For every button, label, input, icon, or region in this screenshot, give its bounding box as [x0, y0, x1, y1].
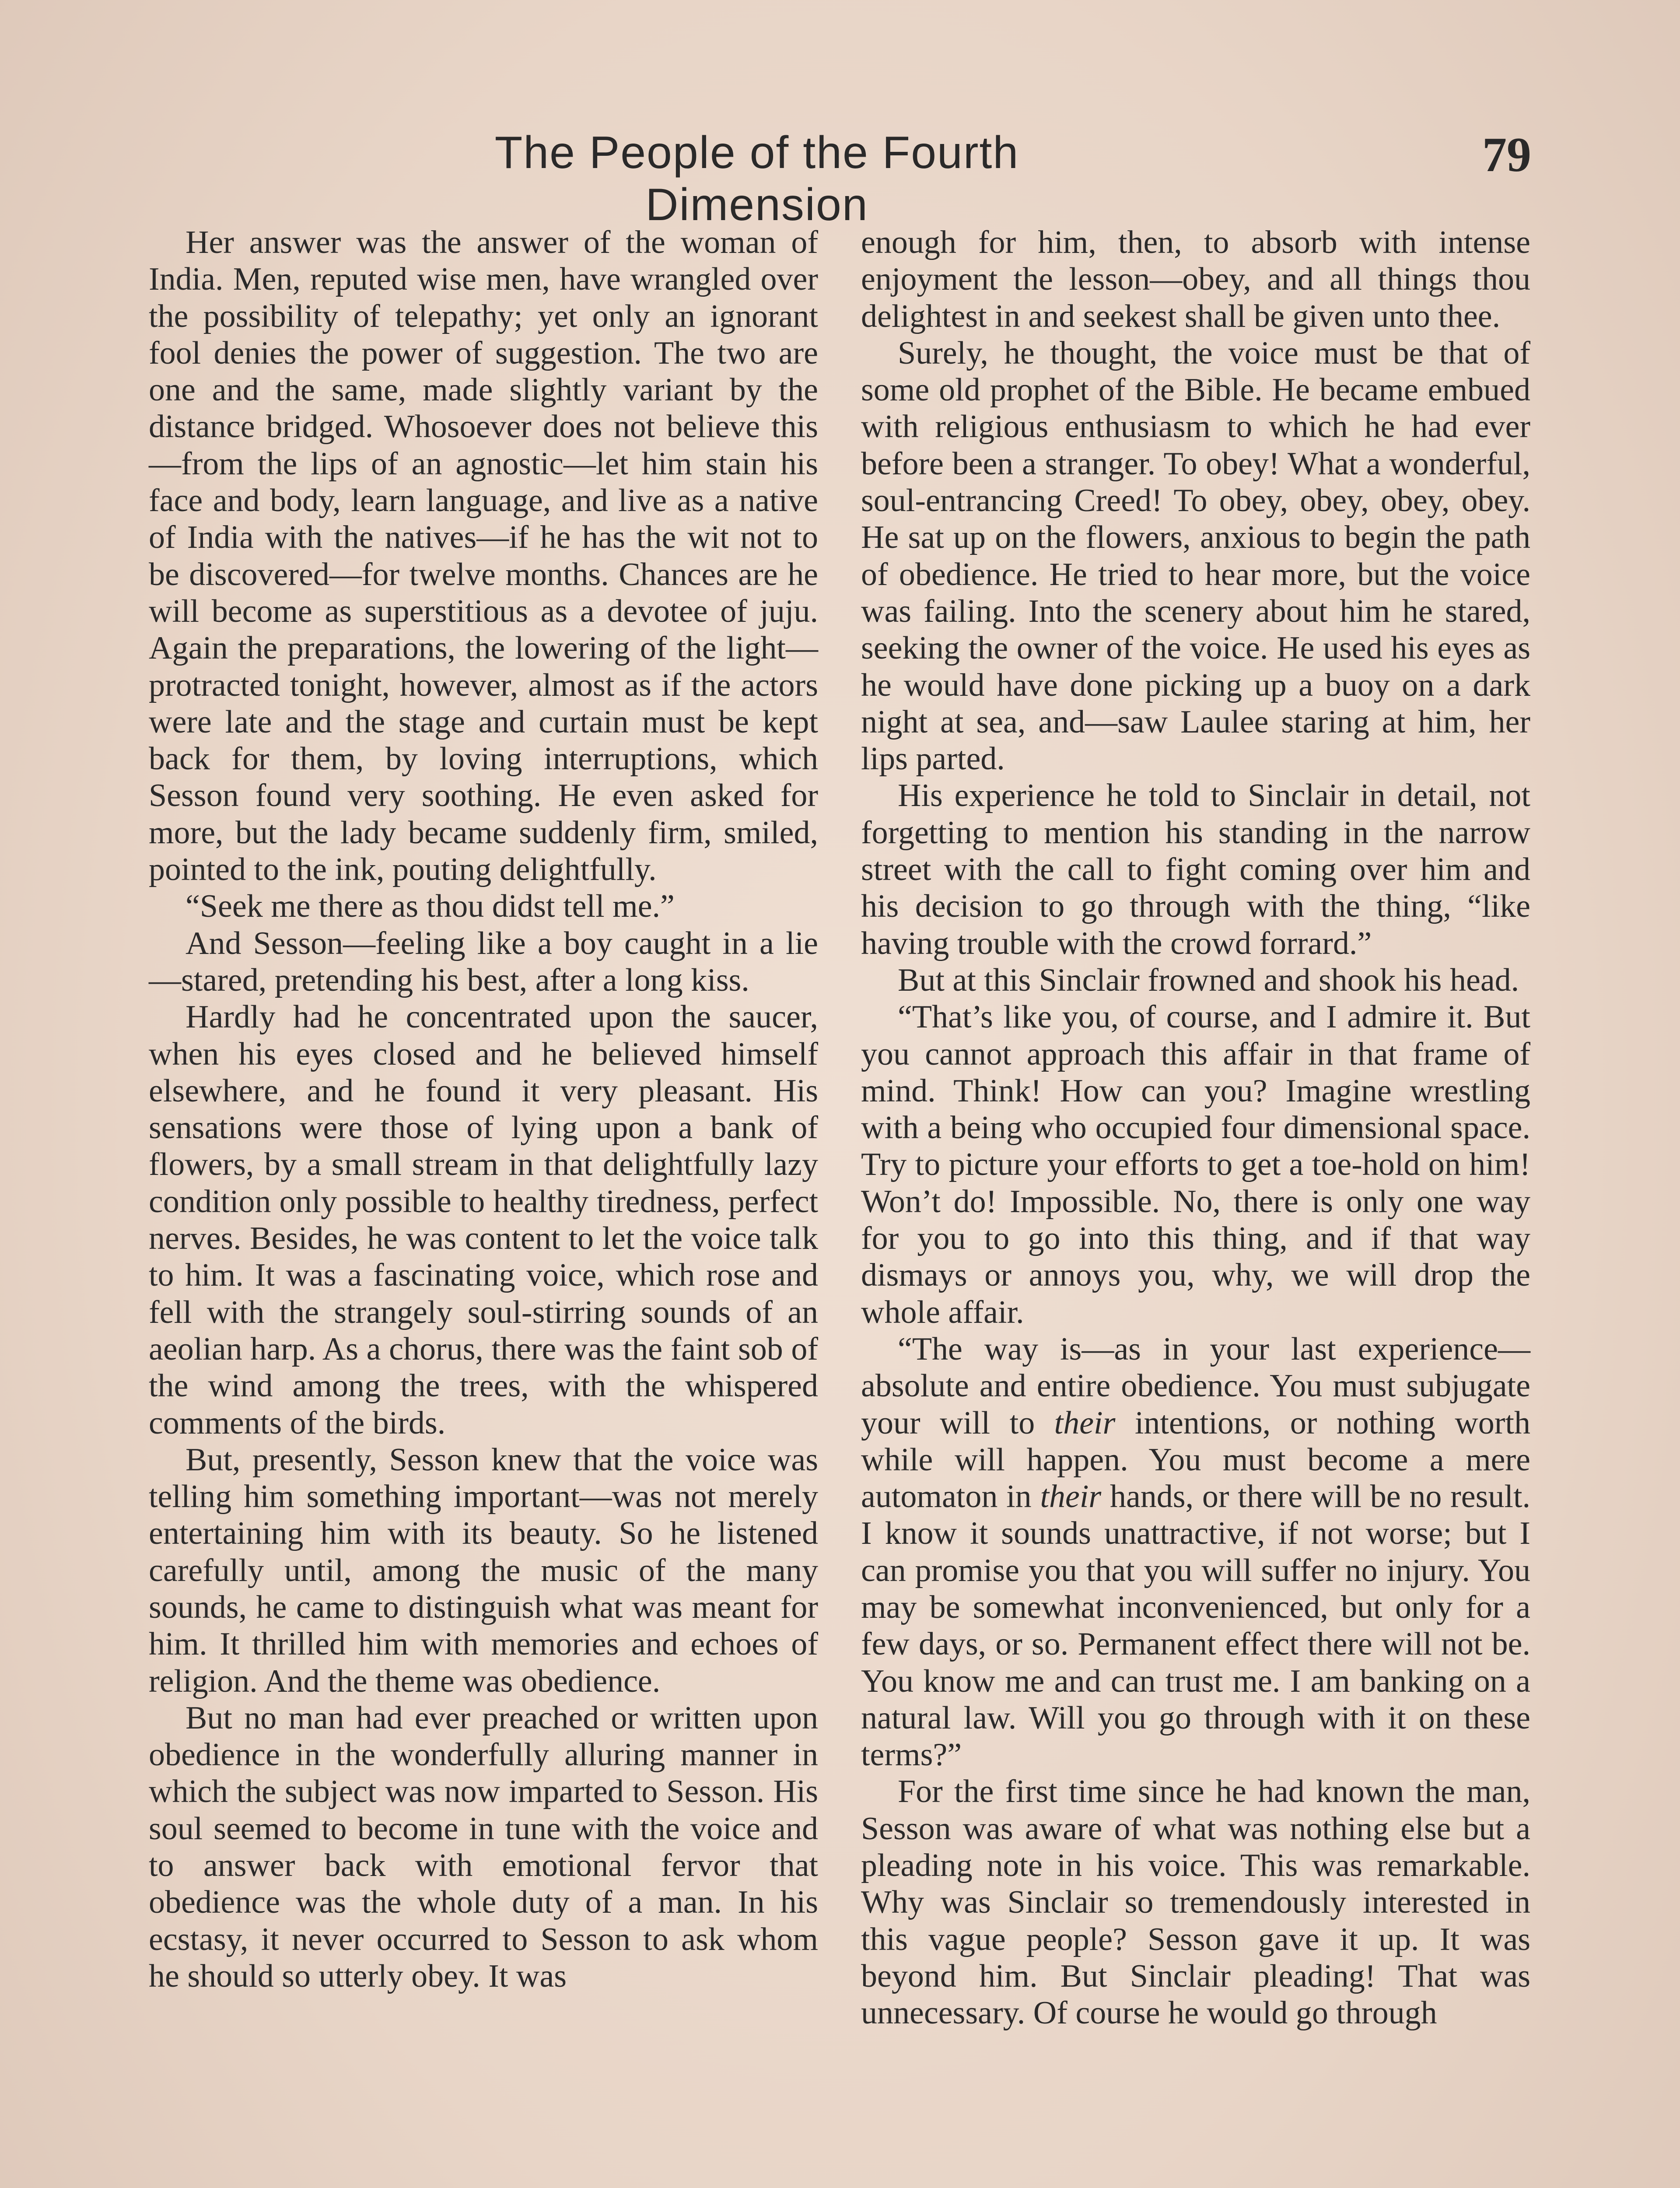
paragraph: His experience he told to Sinclair in detail, not forgetting to mention his standing in the narrow street with the call to fight coming over him and his decision to go through with the thing, “like having trouble with the crowd forrard.”: [861, 778, 1530, 961]
paragraph-continued: enough for him, then, to absorb with intense enjoyment the lesson—obey, and all things thou delightest in and seekest shall be given unto thee.: [861, 224, 1530, 334]
right-column: [861, 224, 1530, 2032]
italic-word: their: [1040, 1479, 1102, 1515]
text-run: hands, or there will be no result. I know it sounds unattractive, if not worse; but I can promise you that you will suffer no injury. You may be somewhat inconvenienced, but only for a few days, or so. Permanent effect there will not be. You know me and can trust me. I am banking on a natural law. Will you go through with it on these terms?”: [861, 1479, 1530, 1773]
page-header: [144, 127, 1544, 230]
paragraph: “That’s like you, of course, and I admire it. But you cannot approach this affair in that frame of mind. Think! How can you? Imagine wrestling with a being who occupied four dimensional space. Try to picture your efforts to get a toe-hold on him! Won’t do! Impossible. No, there is only one way for you to go into this thing, and if that way dismays or annoys you, why, we will drop the whole affair.: [861, 999, 1530, 1330]
running-title: The People of the Fourth Dimension: [494, 127, 1019, 230]
paragraph: But, presently, Sesson knew that the voice was telling him something important—was not merely entertaining him with its beauty. So he listened carefully until, among the music of the many sounds, he came to distinguish what was meant for him. It thrilled him with memories and echoes of religion. And the theme was obedience.: [149, 1441, 818, 1699]
text-run: “The way is—as in your last experience—absolute and entire obedience. You must subjugate your will to: [861, 1331, 1530, 1441]
paragraph: “Seek me there as thou didst tell me.”: [186, 888, 675, 925]
paragraph: And Sesson—feeling like a boy caught in a lie—stared, pretending his best, after a long kiss.: [149, 925, 818, 998]
paragraph: Hardly had he concentrated upon the saucer, when his eyes closed and he believed himself elsewhere, and he found it very pleasant. His sensations were those of lying upon a bank of flowers, by a small stream in that delightfully lazy condition only possible to healthy tiredness, perfect nerves. Besides, he was content to let the voice talk to him. It was a fascinating voice, which rose and fell with the strangely soul-stirring sounds of an aeolian harp. As a chorus, there was the faint sob of the wind among the trees, with the whispered comments of the birds.: [149, 999, 818, 1441]
text-run: intentions, or nothing worth while will happen. You must become a mere automaton in: [861, 1405, 1530, 1515]
paragraph: But at this Sinclair frowned and shook his head.: [898, 962, 1519, 998]
paragraph: Surely, he thought, the voice must be that of some old prophet of the Bible. He became embued with religious enthusiasm to which he had ever before been a stranger. To obey! What a wonderful, soul-entrancing Creed! To obey, obey, obey, obey. He sat up on the flowers, anxious to begin the path of obedience. He tried to hear more, but the voice was failing. Into the scenery about him he stared, seeking the owner of the voice. He used his eyes as he would have done picking up a buoy on a dark night at sea, and—saw Laulee staring at him, her lips parted.: [861, 335, 1530, 777]
italic-word: their: [1054, 1405, 1116, 1441]
page-number: 79: [1482, 128, 1531, 182]
paragraph: Her answer was the answer of the woman of India. Men, reputed wise men, have wrangled over the possibility of telepathy; yet only an ignorant fool denies the power of suggestion. The two are one and the same, made slightly variant by the distance bridged. Whosoever does not believe this—from the lips of an agnostic—let him stain his face and body, learn language, and live as a native of India with the natives—if he has the wit not to be discovered—for twelve months. Chances are he will become as superstitious as a devotee of juju. Again the preparations, the lowering of the light—protracted tonight, however, almost as if the actors were late and the stage and curtain must be kept back for them, by loving interruptions, which Sesson found very soothing. He even asked for more, but the lady became suddenly firm, smiled, pointed to the ink, pouting delightfully.: [149, 224, 818, 888]
paragraph: For the first time since he had known the man, Sesson was aware of what was nothing else but a pleading note in his voice. This was remarkable. Why was Sinclair so tremendously interested in this vague people? Sesson gave it up. It was beyond him. But Sinclair pleading! That was unnecessary. Of course he would go through: [861, 1774, 1530, 2031]
left-column: [149, 224, 818, 1995]
paragraph: [861, 1331, 1530, 1774]
paragraph: But no man had ever preached or written upon obedience in the wonderfully alluring manner in which the subject was now imparted to Sesson. His soul seemed to become in tune with the voice and to answer back with emotional fervor that obedience was the whole duty of a man. In his ecstasy, it never occurred to Sesson to ask whom he should so utterly obey. It was: [149, 1700, 818, 1994]
